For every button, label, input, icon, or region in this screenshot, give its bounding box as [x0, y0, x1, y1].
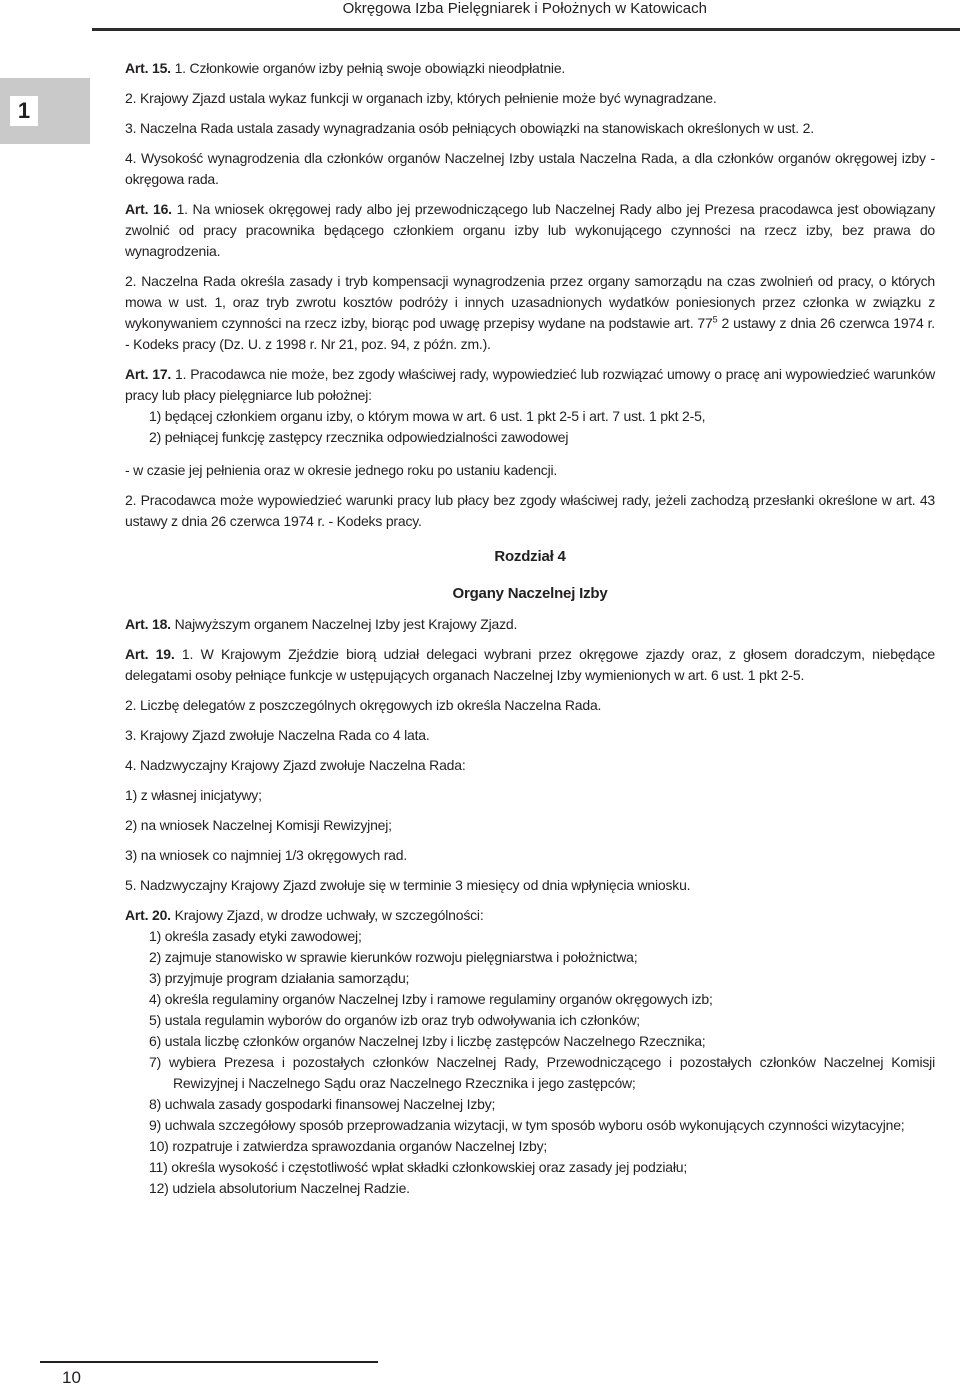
list-item: 5) ustala regulamin wyborów do organów izb oraz tryb odwoływania ich członków; [149, 1012, 640, 1028]
art-19-item-1: 1) z własnej inicjatywy; [125, 787, 262, 803]
art-17-list [125, 406, 935, 448]
art-16-p1: Art. 16. 1. Na wniosek okręgowej rady albo jej przewodniczącego lub Naczelnej Rady albo jej Prezesa pracodawca jest obowiązany zwolnić od pracy pracownika będącego członkiem organu izby lub wykonującego czynności na rzecz izby, bez prawa do wynagrodzenia. [125, 201, 935, 259]
art-15-p2: 2. Krajowy Zjazd ustala wykaz funkcji w organach izby, których pełnienie może być wynagradzane. [125, 90, 717, 106]
art-19-item-3: 3) na wniosek co najmniej 1/3 okręgowych rad. [125, 847, 408, 863]
art-17-p1: Art. 17. 1. Pracodawca nie może, bez zgody właściwej rady, wypowiedzieć lub rozwiązać umowy o pracę ani wypowiedzieć warunków pracy lub płacy pielęgniarce lub położnej: [125, 366, 935, 403]
header-title: Okręgowa Izba Pielęgniarek i Położnych w Katowicach [342, 0, 707, 17]
chapter-number: Rozdział 4 [494, 548, 566, 565]
art-20-intro: Art. 20. Krajowy Zjazd, w drodze uchwały, w szczególności: [125, 907, 484, 923]
art-18-label: Art. 18. [125, 616, 171, 632]
art-20-label: Art. 20. [125, 907, 171, 923]
art-16-p2: 2. Naczelna Rada określa zasady i tryb kompensacji wynagrodzenia przez organy samorządu na czas zwolnień od pracy, o których mowa w ust. 1, oraz tryb zwrotu kosztów podróży i innych uzasadnionych wydatków poniesionych przez członka w związku z wykonywaniem czynności na rzecz izby, biorąc pod uwagę przepisy wydane na podstawie art. $77^5$ 2 ustawy z dnia 26 czerwca 1974 r. - Kodeks pracy (Dz. U. z 1998 r. Nr 21, poz. 94, z późn. zm.). [125, 273, 935, 352]
art-20-list [125, 926, 935, 1199]
list-item: 1) będącej członkiem organu izby, o którym mowa w art. 6 ust. 1 pkt 2-5 i art. 7 ust. 1 pkt 2-5, [149, 408, 706, 424]
list-item: 3) przyjmuje program działania samorządu; [149, 970, 410, 986]
list-item: 2) pełniącej funkcję zastępcy rzecznika odpowiedzialności zawodowej [149, 429, 569, 445]
art-19-p2: 2. Liczbę delegatów z poszczególnych okręgowych izb określa Naczelna Rada. [125, 697, 602, 713]
art-16-label: Art. 16. [125, 201, 172, 217]
list-item: 9) uchwala szczegółowy sposób przeprowadzania wizytacji, w tym sposób wyboru osób wykonujących czynności wizytacyjne; [149, 1117, 905, 1133]
art-15-p4: 4. Wysokość wynagrodzenia dla członków organów Naczelnej Izby ustala Naczelna Rada, a dla członków organów okręgowej izby - okręgowa rada. [125, 150, 935, 187]
list-item: 12) udziela absolutorium Naczelnej Radzie. [149, 1180, 410, 1196]
art-18: Art. 18. Najwyższym organem Naczelnej Izby jest Krajowy Zjazd. [125, 616, 518, 632]
art-17-tail: - w czasie jej pełnienia oraz w okresie jednego roku po ustaniu kadencji. [125, 462, 558, 478]
list-item: 11) określa wysokość i częstotliwość wpłat składki członkowskiej oraz zasady jej podziału; [149, 1159, 688, 1175]
art-19-p4: 4. Nadzwyczajny Krajowy Zjazd zwołuje Naczelna Rada: [125, 757, 466, 773]
list-item: 2) zajmuje stanowisko w sprawie kierunków rozwoju pielęgniarstwa i położnictwa; [149, 949, 638, 965]
list-item: 7) wybiera Prezesa i pozostałych członków Naczelnej Rady, Przewodniczącego i pozostałych członków Naczelnej Komisji Rewizyjnej i Naczelnego Sądu oraz Naczelnego Rzecznika i jego zastępców; [149, 1054, 935, 1091]
list-item: 4) określa regulaminy organów Naczelnej Izby i ramowe regulaminy organów okręgowych izb; [149, 991, 713, 1007]
section-tab-number: 1 [10, 96, 38, 126]
art-15-p1: Art. 15. 1. Członkowie organów izby pełnią swoje obowiązki nieodpłatnie. [125, 60, 566, 76]
page-number: 10 [62, 1368, 81, 1387]
art-15-p3: 3. Naczelna Rada ustala zasady wynagradzania osób pełniących obowiązki na stanowiskach określonych w ust. 2. [125, 120, 814, 136]
document-body [125, 58, 935, 1208]
art-19-label: Art. 19. [125, 646, 175, 662]
art-17-p2: 2. Pracodawca może wypowiedzieć warunki pracy lub płacy bez zgody właściwej rady, jeżeli zachodzą przesłanki określone w art. 43 ustawy z dnia 26 czerwca 1974 r. - Kodeks pracy. [125, 492, 935, 529]
list-item: 10) rozpatruje i zatwierdza sprawozdania organów Naczelnej Izby; [149, 1138, 548, 1154]
art-19-p5: 5. Nadzwyczajny Krajowy Zjazd zwołuje się w terminie 3 miesięcy od dnia wpłynięcia wniosku. [125, 877, 691, 893]
list-item: 6) ustala liczbę członków organów Naczelnej Izby i liczbę zastępców Naczelnego Rzecznika; [149, 1033, 706, 1049]
list-item: 8) uchwala zasady gospodarki finansowej Naczelnej Izby; [149, 1096, 496, 1112]
art-19-p3: 3. Krajowy Zjazd zwołuje Naczelna Rada co 4 lata. [125, 727, 430, 743]
art-17-label: Art. 17. [125, 366, 172, 382]
running-header [92, 0, 960, 31]
art-19-item-2: 2) na wniosek Naczelnej Komisji Rewizyjnej; [125, 817, 392, 833]
art-15-label: Art. 15. [125, 60, 171, 76]
art-19-p1: Art. 19. 1. W Krajowym Zjeździe biorą udział delegaci wybrani przez okręgowe zjazdy oraz, z głosem doradczym, niebędące delegatami osoby pełniące funkcje w ustępujących organach Naczelnej Izby wymienionych w art. 6 ust. 1 pkt 2-5. [125, 646, 935, 683]
chapter-title: Organy Naczelnej Izby [452, 585, 608, 602]
list-item: 1) określa zasady etyki zawodowej; [149, 928, 362, 944]
footer-rule [40, 1361, 378, 1363]
